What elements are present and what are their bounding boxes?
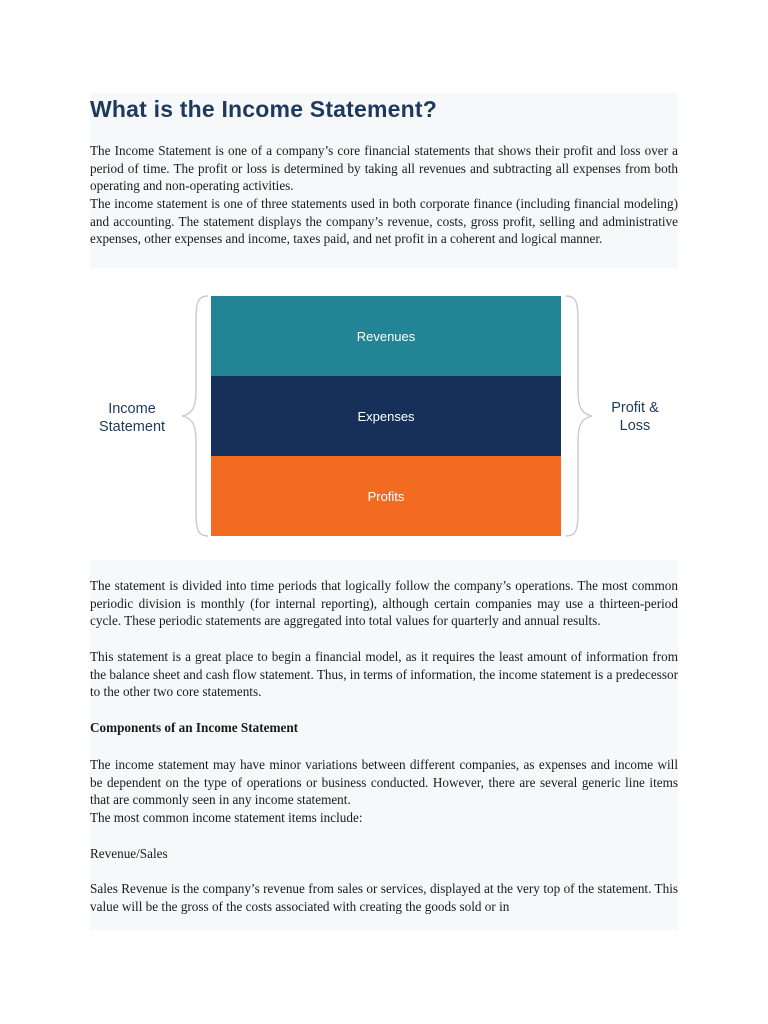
intro-section (90, 93, 678, 268)
right-brace-icon (562, 290, 596, 542)
intro-paragraph-1: The Income Statement is one of a company’s core financial statements that shows their profit and loss over a period of time. The profit or loss is determined by taking all revenues and subtracting all expenses from both operating and non-operating activities. (90, 143, 678, 194)
revenue-heading: Revenue/Sales (90, 846, 168, 861)
income-statement-diagram (90, 290, 678, 542)
components-paragraph-2: The most common income statement items include: (90, 810, 363, 825)
page-title: What is the Income Statement? (90, 96, 438, 122)
profits-segment: Profits (211, 456, 561, 536)
intro-paragraph-2: The income statement is one of three statements used in both corporate finance (including financial modeling) and accounting. The statement displays the company’s revenue, costs, gross profit, selling and administrative expenses, other expenses and income, taxes paid, and net profit in a coherent and logical manner. (90, 196, 678, 247)
expenses-segment: Expenses (211, 376, 561, 456)
revenues-segment: Revenues (211, 296, 561, 376)
profit-loss-label: Profit & Loss (611, 400, 659, 434)
revenue-paragraph: Sales Revenue is the company’s revenue from sales or services, displayed at the very top of the statement. This value will be the gross of the costs associated with creating the goods sold or in (90, 881, 678, 914)
income-statement-label: Income Statement (98, 401, 166, 435)
body-section (90, 560, 678, 930)
left-brace-icon (178, 290, 212, 542)
body-paragraph-2: This statement is a great place to begin a financial model, as it requires the least amount of information from the balance sheet and cash flow statement. Thus, in terms of information, the income statement is a predecessor to the other two core statements. (90, 649, 678, 700)
body-paragraph-1: The statement is divided into time periods that logically follow the company’s operations. The most common periodic division is monthly (for internal reporting), although certain companies may use a thirteen-period cycle. These periodic statements are aggregated into total values for quarterly and annual results. (90, 578, 678, 629)
components-heading: Components of an Income Statement (90, 720, 299, 735)
components-paragraph-1: The income statement may have minor variations between different companies, as expenses and income will be dependent on the type of operations or business conducted. However, there are several generic line items that are commonly seen in any income statement. (90, 757, 678, 808)
